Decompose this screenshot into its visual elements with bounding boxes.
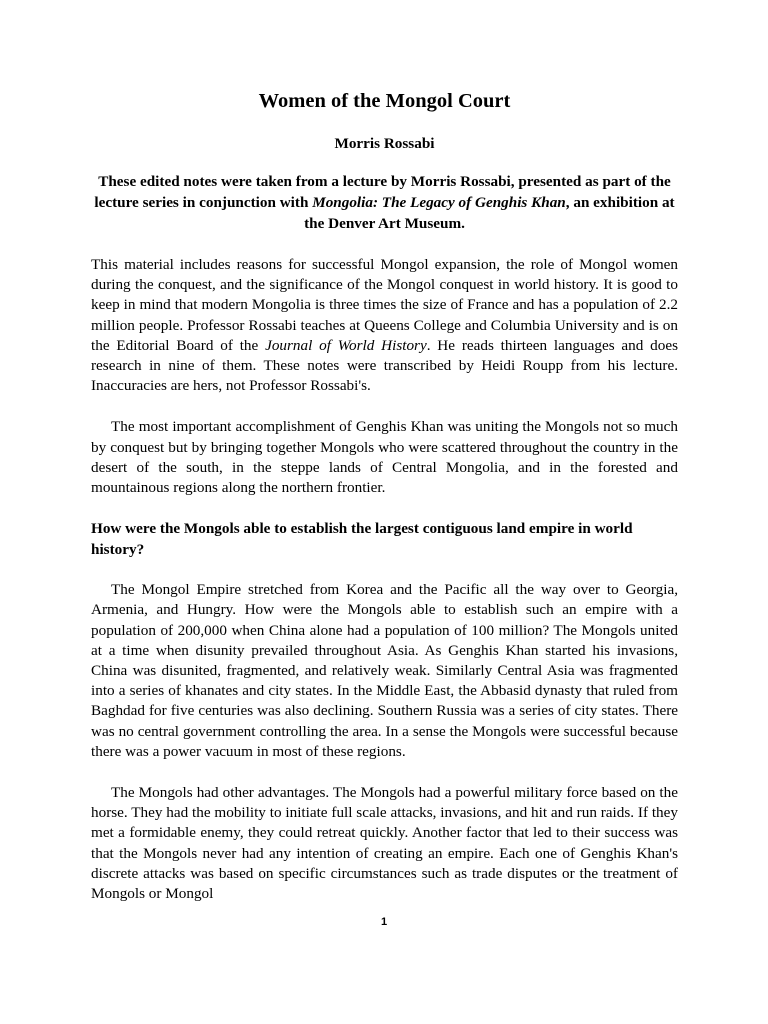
section-question: How were the Mongols able to establish the largest contiguous land empire in world history? <box>91 520 633 558</box>
exhibition-title: Mongolia: The Legacy of Genghis Khan <box>312 194 566 211</box>
document-title: Women of the Mongol Court <box>258 90 511 112</box>
paragraph-1 <box>91 255 678 396</box>
journal-title: Journal of World History <box>265 336 427 354</box>
author-name: Morris Rossabi <box>334 135 435 152</box>
document-page <box>91 88 678 904</box>
paragraph-4: The Mongols had other advantages. The Mongols had a powerful military force based on the horse. They had the mobility to initiate full scale attacks, invasions, and hit and run raids. If they met a formidable enemy, they could retreat quickly. Another factor that led to their success was that the Mongols never had any intention of creating an empire. Each one of Genghis Khan's discrete attacks was based on specific circumstances such as trade disputes or the treatment of Mongols or Mongol <box>91 784 678 903</box>
page-number: 1 <box>380 916 388 928</box>
paragraph-1-end: . He reads thirteen languages and does research in nine of them. These notes were transcribed by Heidi Roupp from his lecture. Inaccuracies are hers, not Professor Rossabi's. <box>91 336 678 395</box>
intro-note <box>91 171 678 234</box>
intro-text-start: These edited notes were taken from a lecture by Morris Rossabi, presented as part of the lecture series in conjunction with <box>94 173 671 211</box>
paragraph-1-start: This material includes reasons for successful Mongol expansion, the role of Mongol women during the conquest, and the significance of the Mongol conquest in world history. It is good to keep in mind that modern Mongolia is three times the size of France and has a population of 2.2 million people. Professor Rossabi teaches at Queens College and Columbia University and is on the Editorial Board of the <box>91 256 678 354</box>
intro-text-end: , an exhibition at the Denver Art Museum. <box>304 194 675 232</box>
paragraph-2: The most important accomplishment of Genghis Khan was uniting the Mongols not so much by conquest but by bringing together Mongols who were scattered throughout the country in the desert of the south, in the steppe lands of Central Mongolia, and in the forested and mountainous regions along the northern frontier. <box>91 418 678 497</box>
paragraph-3: The Mongol Empire stretched from Korea and the Pacific all the way over to Georgia, Armenia, and Hungry. How were the Mongols able to establish such an empire with a population of 200,000 when China alone had a population of 100 million? The Mongols united at a time when disunity prevailed throughout Asia. As Genghis Khan started his invasions, China was disunited, fragmented, and relatively weak. Similarly Central Asia was fragmented into a series of khanates and city states. In the Middle East, the Abbasid dynasty that ruled from Baghdad for five centuries was also declining. Southern Russia was a series of city states. There was no central government controlling the area. In a sense the Mongols were successful because there was a power vacuum in most of these regions. <box>91 581 678 760</box>
